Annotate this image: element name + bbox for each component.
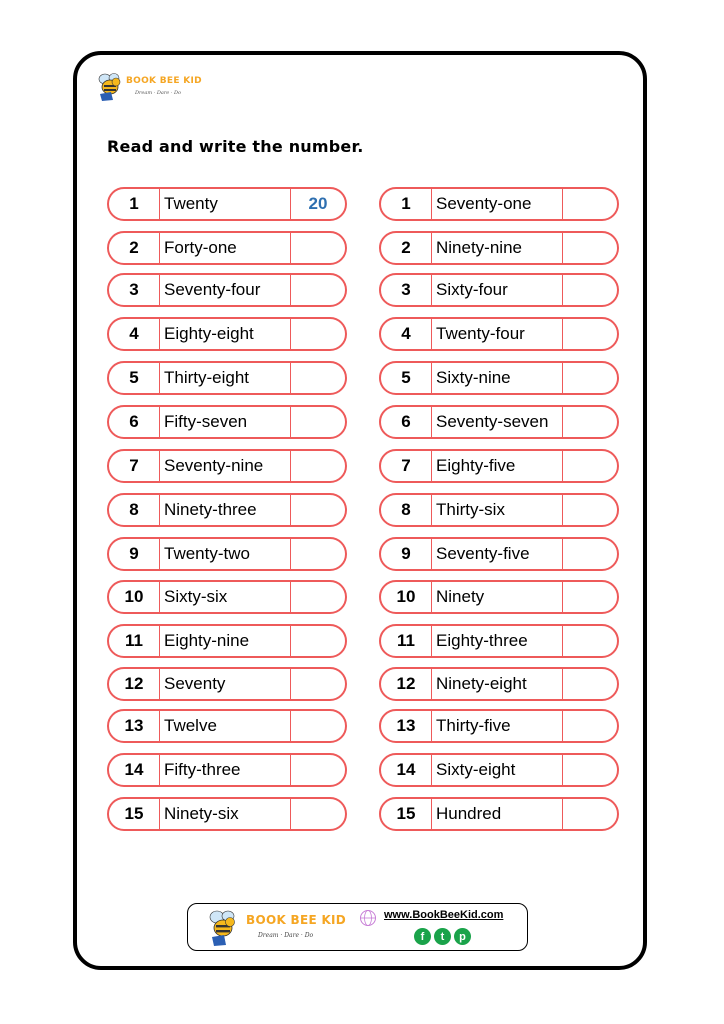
- pinterest-icon[interactable]: p: [454, 928, 471, 945]
- row-number: 14: [381, 755, 432, 785]
- row-number: 5: [109, 363, 160, 393]
- row-number: 12: [381, 669, 432, 699]
- answer-box[interactable]: [291, 363, 345, 393]
- answer-box[interactable]: [291, 407, 345, 437]
- row-number: 13: [109, 711, 160, 741]
- answer-box[interactable]: [563, 799, 617, 829]
- footer-bee-icon: [206, 907, 240, 947]
- number-word: Twelve: [160, 711, 291, 741]
- number-word: Sixty-nine: [432, 363, 563, 393]
- exercise-row: [107, 361, 347, 395]
- answer-box[interactable]: [291, 495, 345, 525]
- exercise-row: [107, 187, 347, 221]
- answer-box[interactable]: [291, 755, 345, 785]
- number-word: Ninety-six: [160, 799, 291, 829]
- row-number: 6: [381, 407, 432, 437]
- exercise-row: [379, 537, 619, 571]
- answer-box[interactable]: [291, 319, 345, 349]
- exercise-row: [379, 709, 619, 743]
- footer-tagline: Dream · Dare · Do: [258, 932, 314, 939]
- exercise-row: [379, 273, 619, 307]
- number-word: Eighty-eight: [160, 319, 291, 349]
- row-number: 5: [381, 363, 432, 393]
- row-number: 6: [109, 407, 160, 437]
- exercise-row: [379, 449, 619, 483]
- exercise-row: [107, 405, 347, 439]
- answer-box[interactable]: [563, 363, 617, 393]
- exercise-row: [107, 580, 347, 614]
- answer-box[interactable]: [291, 711, 345, 741]
- number-word: Eighty-three: [432, 626, 563, 656]
- exercise-row: [379, 187, 619, 221]
- header-tagline: Dream · Dare · Do: [135, 90, 181, 96]
- answer-box[interactable]: [291, 539, 345, 569]
- row-number: 10: [381, 582, 432, 612]
- answer-box[interactable]: [563, 669, 617, 699]
- exercise-row: [107, 624, 347, 658]
- exercise-row: [107, 273, 347, 307]
- answer-box[interactable]: [563, 275, 617, 305]
- row-number: 2: [109, 233, 160, 263]
- number-word: Sixty-four: [432, 275, 563, 305]
- answer-box[interactable]: [563, 539, 617, 569]
- tiktok-icon[interactable]: t: [434, 928, 451, 945]
- answer-box[interactable]: [563, 582, 617, 612]
- row-number: 8: [109, 495, 160, 525]
- exercise-row: [379, 753, 619, 787]
- website-link[interactable]: www.BookBeeKid.com: [384, 909, 504, 921]
- exercise-row: [107, 231, 347, 265]
- answer-box[interactable]: [563, 189, 617, 219]
- number-word: Seventy-nine: [160, 451, 291, 481]
- number-word: Twenty-four: [432, 319, 563, 349]
- number-word: Seventy: [160, 669, 291, 699]
- exercise-row: [379, 405, 619, 439]
- number-word: Fifty-three: [160, 755, 291, 785]
- number-word: Ninety: [432, 582, 563, 612]
- number-word: Seventy-four: [160, 275, 291, 305]
- number-word: Twenty-two: [160, 539, 291, 569]
- exercise-row: [379, 580, 619, 614]
- exercise-row: [379, 797, 619, 831]
- answer-box[interactable]: [291, 275, 345, 305]
- row-number: 15: [109, 799, 160, 829]
- globe-icon: [359, 909, 377, 927]
- row-number: 4: [109, 319, 160, 349]
- answer-box[interactable]: [563, 407, 617, 437]
- header-brand: BOOK BEE KID: [126, 76, 202, 86]
- row-number: 9: [381, 539, 432, 569]
- number-word: Forty-one: [160, 233, 291, 263]
- row-number: 7: [381, 451, 432, 481]
- number-word: Thirty-six: [432, 495, 563, 525]
- answer-box[interactable]: [291, 669, 345, 699]
- row-number: 10: [109, 582, 160, 612]
- facebook-icon[interactable]: f: [414, 928, 431, 945]
- number-word: Fifty-seven: [160, 407, 291, 437]
- row-number: 11: [109, 626, 160, 656]
- answer-box[interactable]: 20: [308, 194, 328, 213]
- answer-box[interactable]: [563, 626, 617, 656]
- exercise-row: [107, 667, 347, 701]
- answer-box[interactable]: [291, 582, 345, 612]
- number-word: Eighty-nine: [160, 626, 291, 656]
- number-word: Seventy-one: [432, 189, 563, 219]
- footer-banner: [187, 903, 528, 951]
- row-number: 9: [109, 539, 160, 569]
- answer-box[interactable]: [563, 495, 617, 525]
- exercise-row: [107, 753, 347, 787]
- row-number: 15: [381, 799, 432, 829]
- answer-box[interactable]: [563, 451, 617, 481]
- answer-box[interactable]: [291, 799, 345, 829]
- row-number: 1: [381, 189, 432, 219]
- answer-box[interactable]: [563, 755, 617, 785]
- row-number: 11: [381, 626, 432, 656]
- exercise-row: [379, 361, 619, 395]
- number-word: Seventy-seven: [432, 407, 563, 437]
- answer-box[interactable]: [563, 711, 617, 741]
- row-number: 12: [109, 669, 160, 699]
- row-number: 7: [109, 451, 160, 481]
- answer-box[interactable]: [563, 233, 617, 263]
- number-word: Hundred: [432, 799, 563, 829]
- footer-brand: BOOK BEE KID: [246, 913, 347, 927]
- header-logo: [95, 70, 205, 104]
- bee-icon: [95, 70, 125, 102]
- exercise-row: [107, 537, 347, 571]
- exercise-row: [379, 317, 619, 351]
- answer-box[interactable]: [563, 319, 617, 349]
- row-number: 1: [109, 189, 160, 219]
- exercise-row: [379, 667, 619, 701]
- row-number: 8: [381, 495, 432, 525]
- exercise-row: [107, 797, 347, 831]
- number-word: Ninety-eight: [432, 669, 563, 699]
- number-word: Twenty: [160, 189, 291, 219]
- row-number: 2: [381, 233, 432, 263]
- row-number: 14: [109, 755, 160, 785]
- answer-box[interactable]: [291, 233, 345, 263]
- answer-box[interactable]: [291, 626, 345, 656]
- exercise-row: [379, 493, 619, 527]
- row-number: 3: [109, 275, 160, 305]
- answer-box[interactable]: [291, 451, 345, 481]
- exercise-row: [107, 317, 347, 351]
- exercise-row: [379, 624, 619, 658]
- row-number: 13: [381, 711, 432, 741]
- number-word: Ninety-three: [160, 495, 291, 525]
- number-word: Sixty-eight: [432, 755, 563, 785]
- row-number: 3: [381, 275, 432, 305]
- exercise-row: [107, 493, 347, 527]
- row-number: 4: [381, 319, 432, 349]
- number-word: Thirty-eight: [160, 363, 291, 393]
- number-word: Sixty-six: [160, 582, 291, 612]
- number-word: Thirty-five: [432, 711, 563, 741]
- number-word: Ninety-nine: [432, 233, 563, 263]
- instruction-text: Read and write the number.: [107, 137, 364, 156]
- exercise-row: [107, 449, 347, 483]
- exercise-row: [379, 231, 619, 265]
- number-word: Seventy-five: [432, 539, 563, 569]
- number-word: Eighty-five: [432, 451, 563, 481]
- exercise-row: [107, 709, 347, 743]
